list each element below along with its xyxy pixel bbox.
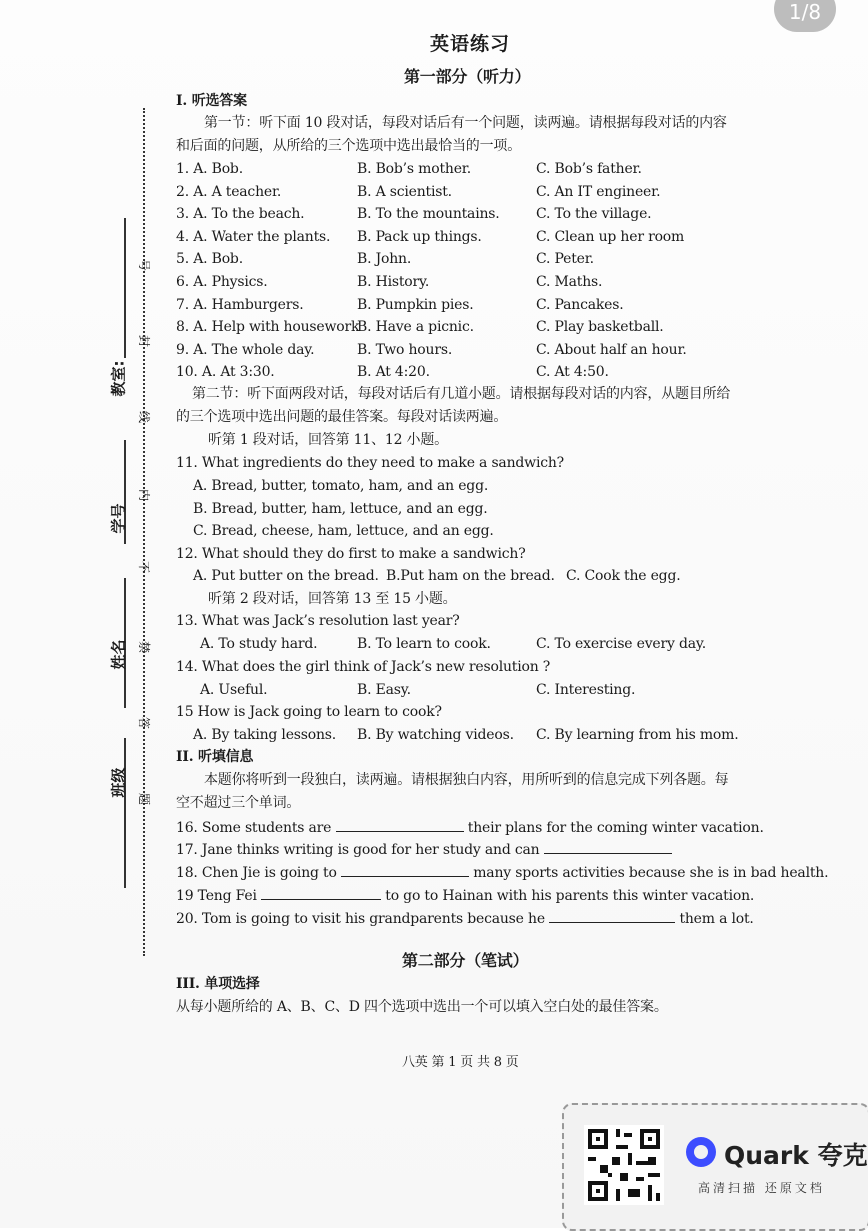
question-17 (176, 839, 672, 859)
question-16-text: their plans for the coming winter vacation. (467, 820, 764, 836)
page-title: 英语练习 (430, 33, 511, 55)
question-2-c: C. An IT engineer. (536, 184, 661, 200)
question-2-a: 2. A. A teacher. (176, 184, 282, 200)
binding-char: 禁 (137, 640, 151, 653)
binding-char: 内 (137, 488, 151, 501)
answer-blank-18[interactable] (341, 862, 469, 877)
question-12-a: A. Put butter on the bread. (193, 568, 379, 584)
answer-blank-17[interactable] (544, 839, 672, 854)
question-20-text: them a lot. (679, 911, 754, 927)
question-14-c: C. Interesting. (536, 682, 636, 698)
question-15-a: A. By taking lessons. (193, 727, 337, 743)
question-8-b: B. Have a picnic. (357, 319, 474, 335)
question-1-b: B. Bob’s mother. (357, 161, 471, 177)
quark-scan-watermark (562, 1103, 868, 1231)
question-17-text: 17. Jane thinks writing is good for her study and can (176, 842, 540, 858)
binding-label-class: 班级 (109, 767, 128, 798)
question-13-c: C. To exercise every day. (536, 636, 706, 652)
question-5-b: B. John. (357, 251, 412, 267)
question-16-text: 16. Some students are (176, 820, 332, 836)
question-8-a: 8. A. Help with housework (176, 319, 360, 335)
question-10-b: B. At 4:20. (357, 364, 430, 380)
question-13-b: B. To learn to cook. (357, 636, 491, 652)
question-7-c: C. Pancakes. (536, 297, 624, 313)
question-12: 12. What should they do first to make a sandwich? (176, 546, 526, 562)
question-7-b: B. Pumpkin pies. (357, 297, 474, 313)
question-6-c: C. Maths. (536, 274, 603, 290)
section-one-intro: 第一节：听下面 10 段对话，每段对话后有一个问题，读两遍。请根据每段对话的内容 (204, 115, 727, 131)
question-12-c: C. Cook the egg. (566, 568, 681, 584)
question-11-c: C. Bread, cheese, ham, lettuce, and an egg. (193, 523, 494, 539)
question-19-text: to go to Hainan with his parents this winter vacation. (385, 888, 755, 904)
question-6-a: 6. A. Physics. (176, 274, 268, 290)
question-14: 14. What does the girl think of Jack’s new resolution ? (176, 659, 551, 675)
question-3-c: C. To the village. (536, 206, 652, 222)
answer-blank-16[interactable] (336, 817, 464, 832)
question-1-c: C. Bob’s father. (536, 161, 642, 177)
binding-label-name: 姓名 (109, 639, 128, 670)
quark-brand-text: Quark 夸克 (724, 1141, 868, 1170)
question-11-a: A. Bread, butter, tomato, ham, and an egg. (193, 478, 489, 494)
question-2-b: B. A scientist. (357, 184, 452, 200)
binding-char: 题 (137, 792, 151, 805)
question-3-b: B. To the mountains. (357, 206, 500, 222)
question-14-b: B. Easy. (357, 682, 411, 698)
question-7-a: 7. A. Hamburgers. (176, 297, 304, 313)
question-19-text: 19 Teng Fei (176, 888, 257, 904)
dialogue-2-instruction: 听第 2 段对话，回答第 13 至 15 小题。 (208, 591, 457, 607)
question-15-b: B. By watching videos. (357, 727, 514, 743)
section-one-intro: 和后面的问题，从所给的三个选项中选出最恰当的一项。 (176, 138, 521, 154)
question-5-a: 5. A. Bob. (176, 251, 243, 267)
binding-dotted-line (143, 108, 145, 956)
question-16 (176, 817, 764, 837)
quark-logo-icon (686, 1137, 716, 1167)
section-one-part-two-intro: 的三个选项中选出问题的最佳答案。每段对话读两遍。 (176, 409, 508, 425)
qr-code-icon (584, 1125, 664, 1205)
binding-char: 封 (137, 334, 151, 347)
section-one-part-two-intro: 第二节：听下面两段对话，每段对话后有几道小题。请根据每段对话的内容，从题目所给 (192, 386, 731, 402)
question-15: 15 How is Jack going to learn to cook? (176, 704, 442, 720)
binding-char: 线 (137, 410, 151, 423)
section-one-heading: I. 听选答案 (176, 93, 247, 109)
part-two-title: 第二部分（笔试） (402, 951, 529, 970)
question-10-c: C. At 4:50. (536, 364, 609, 380)
question-18-text: many sports activities because she is in bad health. (473, 865, 829, 881)
section-three-heading: III. 单项选择 (176, 976, 260, 992)
question-4-c: C. Clean up her room (536, 229, 685, 245)
question-6-b: B. History. (357, 274, 430, 290)
answer-blank-20[interactable] (549, 908, 675, 923)
question-1-a: 1. A. Bob. (176, 161, 243, 177)
question-12-b: B.Put ham on the bread. (386, 568, 555, 584)
question-10-a: 10. A. At 3:30. (176, 364, 275, 380)
binding-label-student-id: 学号 (109, 503, 128, 534)
section-two-heading: II. 听填信息 (176, 749, 254, 765)
binding-underline-class (124, 738, 126, 888)
question-14-a: A. Useful. (200, 682, 268, 698)
quark-tagline: 高清扫描 还原文档 (698, 1181, 825, 1195)
question-8-c: C. Play basketball. (536, 319, 664, 335)
question-15-c: C. By learning from his mom. (536, 727, 739, 743)
question-18-text: 18. Chen Jie is going to (176, 865, 337, 881)
binding-char: 不 (137, 560, 151, 573)
binding-char: 号 (137, 258, 151, 271)
dialogue-1-instruction: 听第 1 段对话，回答第 11、12 小题。 (208, 432, 448, 448)
page-counter-badge: 1/8 (774, 0, 836, 32)
question-4-a: 4. A. Water the plants. (176, 229, 331, 245)
section-two-intro: 空不超过三个单词。 (176, 795, 301, 811)
question-3-a: 3. A. To the beach. (176, 206, 305, 222)
binding-char: 答 (137, 716, 151, 729)
binding-underline-classroom (124, 218, 126, 358)
question-11-b: B. Bread, butter, ham, lettuce, and an egg. (193, 501, 488, 517)
part-one-title: 第一部分（听力） (404, 67, 531, 86)
question-4-b: B. Pack up things. (357, 229, 482, 245)
section-three-intro: 从每小题所给的 A、B、C、D 四个选项中选出一个可以填入空白处的最佳答案。 (176, 999, 668, 1015)
section-two-intro: 本题你将听到一段独白，读两遍。请根据独白内容，用所听到的信息完成下列各题。每 (204, 772, 729, 788)
question-20-text: 20. Tom is going to visit his grandparents because he (176, 911, 545, 927)
page-footer: 八英 第 1 页 共 8 页 (402, 1055, 519, 1070)
question-13: 13. What was Jack’s resolution last year? (176, 613, 460, 629)
question-20 (176, 908, 754, 928)
answer-blank-19[interactable] (261, 885, 381, 900)
question-18 (176, 862, 828, 882)
question-9-a: 9. A. The whole day. (176, 342, 315, 358)
question-9-b: B. Two hours. (357, 342, 453, 358)
question-11: 11. What ingredients do they need to make a sandwich? (176, 455, 564, 471)
binding-label-classroom: 教室: (109, 360, 128, 397)
question-9-c: C. About half an hour. (536, 342, 687, 358)
question-13-a: A. To study hard. (200, 636, 318, 652)
question-19 (176, 885, 754, 905)
question-5-c: C. Peter. (536, 251, 594, 267)
